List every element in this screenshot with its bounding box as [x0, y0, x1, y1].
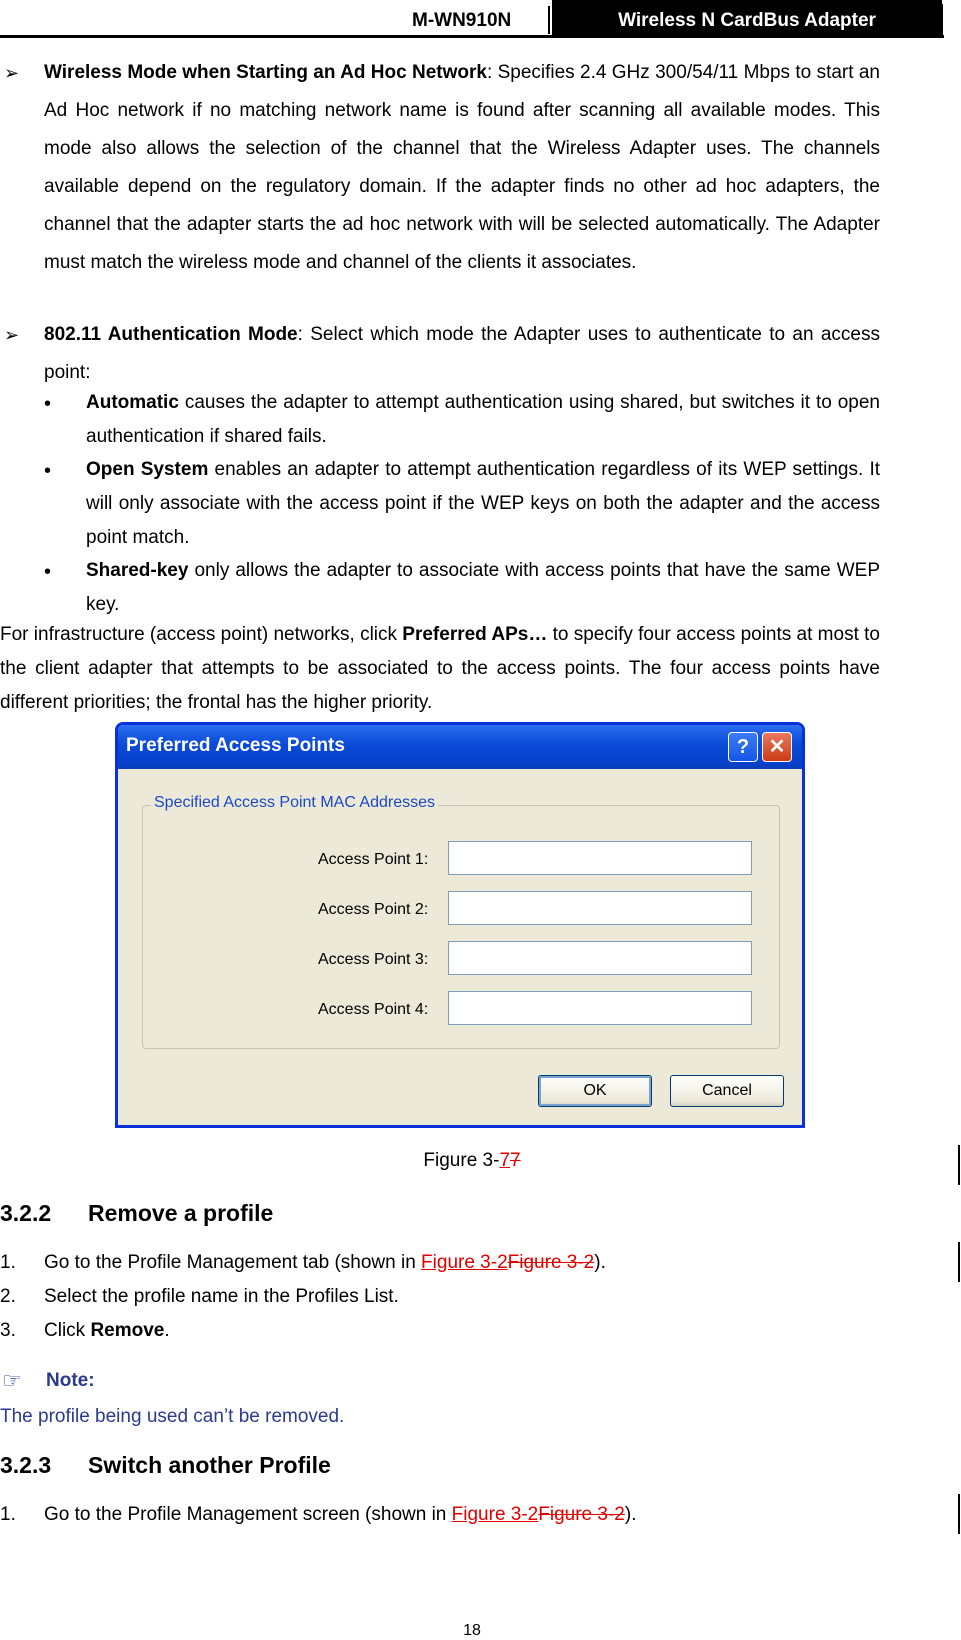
- note-label: Note:: [46, 1370, 95, 1391]
- access-point-1-label: Access Point 1:: [318, 851, 429, 868]
- item-open-system: [86, 453, 880, 555]
- change-bar: [958, 1494, 960, 1534]
- list-item: [0, 1252, 606, 1274]
- infra-paragraph: [0, 618, 880, 720]
- header-divider: [548, 6, 550, 34]
- ok-button[interactable]: OK: [538, 1075, 652, 1107]
- page-number: 18: [463, 1622, 481, 1639]
- pointing-hand-icon: ☞: [2, 1368, 22, 1393]
- text-shared-key: only allows the adapter to associate with access points that have the same WEP key.: [86, 560, 880, 615]
- figure-link[interactable]: Figure 3-2: [421, 1252, 508, 1273]
- infra-text-post: to specify four access points at most to the client adapter that attempts to be associated to the access points. The four access points have different priorities; the frontal has the higher priority.: [0, 624, 880, 713]
- item-automatic: [86, 386, 880, 454]
- list-number: 1.: [0, 1252, 16, 1273]
- preferred-access-points-dialog: [115, 722, 805, 1128]
- text-automatic: causes the adapter to attempt authentication using shared, but switches it to open authentication if shared fails.: [86, 392, 880, 447]
- list-item: [0, 1504, 636, 1526]
- dialog-title-bar: [118, 725, 802, 769]
- header-title: Wireless N CardBus Adapter: [552, 0, 942, 36]
- section-heading-322: [0, 1200, 273, 1227]
- bullet-dot-icon: •: [44, 561, 52, 583]
- step-text: Go to the Profile Management screen (shown in: [44, 1504, 452, 1525]
- term-automatic: Automatic: [86, 392, 179, 413]
- term-shared-key: Shared-key: [86, 560, 189, 581]
- access-point-3-input[interactable]: [448, 941, 752, 975]
- item-auth-mode: [44, 316, 880, 392]
- access-point-1-input[interactable]: [448, 841, 752, 875]
- list-item: [0, 1320, 170, 1342]
- page-header: [0, 0, 944, 38]
- bullet-dot-icon: •: [44, 393, 52, 415]
- step-text-end: .: [164, 1320, 170, 1341]
- figure-link-deleted: Figure 3-2: [538, 1504, 625, 1525]
- figure-prefix: Figure 3-: [423, 1150, 500, 1171]
- arrow-bullet-icon: ➢: [4, 325, 20, 345]
- help-icon[interactable]: ?: [728, 732, 758, 762]
- infra-text-pre: For infrastructure (access point) networks, click: [0, 624, 403, 645]
- list-item: [0, 1286, 399, 1308]
- preferred-aps-term: Preferred APs…: [402, 624, 548, 645]
- list-number: 2.: [0, 1286, 16, 1307]
- change-bar: [958, 1242, 960, 1282]
- step-text: Go to the Profile Management tab (shown in: [44, 1252, 422, 1273]
- figure-link-deleted: Figure 3-2: [507, 1252, 595, 1273]
- figure-link[interactable]: Figure 3-2: [451, 1504, 539, 1525]
- section-title: Remove a profile: [88, 1200, 274, 1226]
- header-end-mark: [940, 4, 943, 36]
- note-text: The profile being used can’t be removed.: [0, 1406, 345, 1427]
- cancel-button[interactable]: Cancel: [670, 1075, 784, 1107]
- dialog-title: Preferred Access Points: [126, 735, 345, 756]
- access-point-3-label: Access Point 3:: [318, 951, 429, 968]
- step-text-end: ).: [624, 1504, 637, 1525]
- remove-term: Remove: [90, 1320, 165, 1341]
- step-text: Click: [44, 1320, 91, 1341]
- header-model: M-WN910N: [412, 10, 512, 31]
- access-point-4-input[interactable]: [448, 991, 752, 1025]
- item-shared-key: [86, 554, 880, 622]
- text-wireless-mode: : Specifies 2.4 GHz 300/54/11 Mbps to start an Ad Hoc network if no matching network name is found after scanning all available modes. This mode also allows the selection of the channel that the Wireless Adapter uses. The channels available depend on the regulatory domain. If the adapter finds no other ad hoc adapters, the channel that the adapter starts the ad hoc network with will be selected automatically. The Adapter must match the wireless mode and channel of the clients it associates.: [44, 62, 880, 273]
- list-number: 3.: [0, 1320, 16, 1341]
- list-number: 1.: [0, 1504, 16, 1525]
- bullet-dot-icon: •: [44, 460, 52, 482]
- change-bar: [958, 1145, 960, 1185]
- figure-number-inserted: 7: [499, 1150, 511, 1171]
- close-icon[interactable]: ✕: [762, 732, 792, 762]
- term-wireless-mode: Wireless Mode when Starting an Ad Hoc Network: [44, 62, 487, 83]
- term-auth-mode: 802.11 Authentication Mode: [44, 324, 298, 345]
- access-point-2-input[interactable]: [448, 891, 752, 925]
- text-open-system: enables an adapter to attempt authentication regardless of its WEP settings. It will only associate with the access point if the WEP keys on both the adapter and the access point match.: [86, 459, 880, 548]
- figure-number-deleted: 7: [510, 1150, 521, 1171]
- step-text-end: ).: [594, 1252, 606, 1273]
- section-title: Switch another Profile: [88, 1452, 331, 1478]
- figure-caption: [0, 1150, 944, 1172]
- section-heading-323: [0, 1452, 331, 1479]
- access-point-2-label: Access Point 2:: [318, 901, 429, 918]
- step-text: Select the profile name in the Profiles List.: [44, 1286, 399, 1307]
- section-number: 3.2.2: [0, 1200, 52, 1226]
- arrow-bullet-icon: ➢: [4, 63, 20, 83]
- item-wireless-mode: [44, 54, 880, 282]
- section-number: 3.2.3: [0, 1452, 52, 1478]
- term-open-system: Open System: [86, 459, 209, 480]
- access-point-4-label: Access Point 4:: [318, 1001, 429, 1018]
- group-label: Specified Access Point MAC Addresses: [151, 794, 438, 812]
- text-auth-mode: : Select which mode the Adapter uses to authenticate to an access point:: [44, 324, 880, 383]
